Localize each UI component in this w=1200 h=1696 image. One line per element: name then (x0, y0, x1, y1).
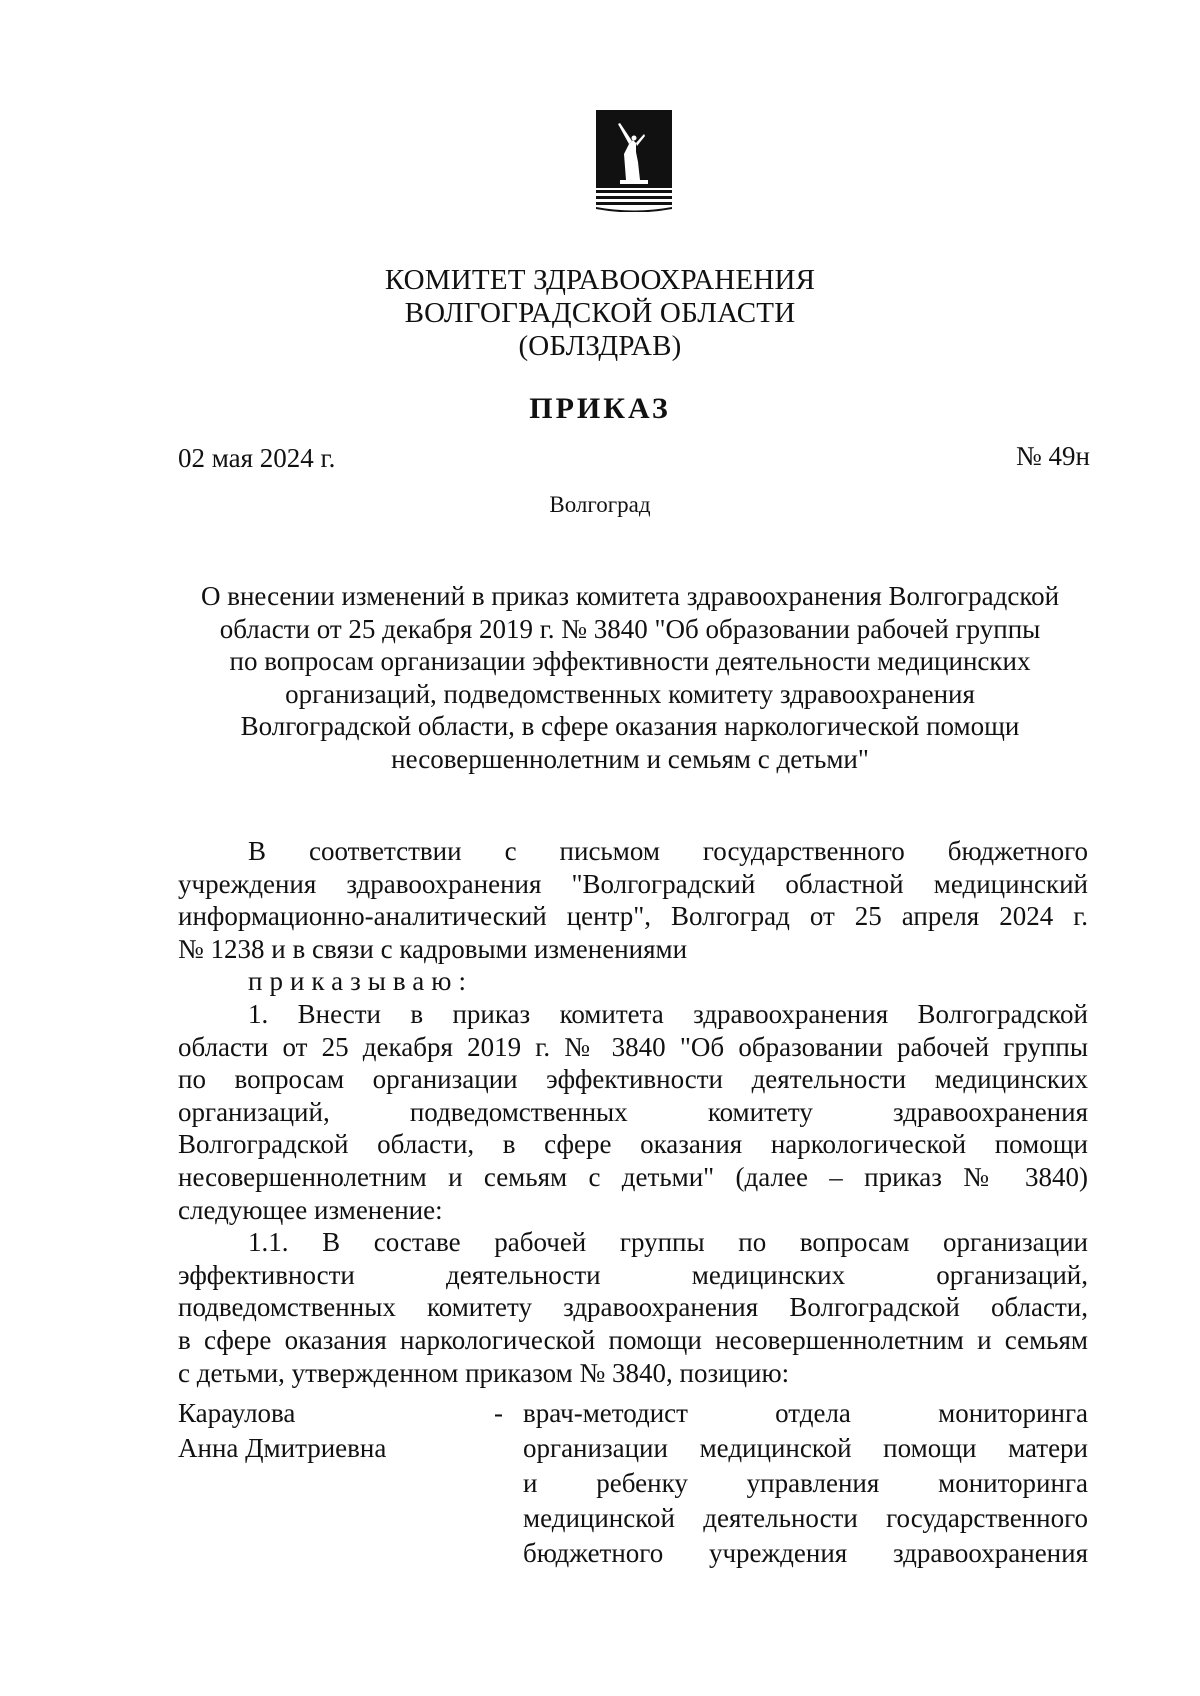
member-dash: - (494, 1398, 503, 1428)
body-line: несовершеннолетним и семьям с детьми" (далее – приказ № 3840) (178, 1161, 1088, 1192)
member-name (178, 1396, 386, 1466)
body-line: эффективности деятельности медицинских организаций, (178, 1259, 1088, 1290)
body-line: 1. Внести в приказ комитета здравоохранения Волгоградской (248, 998, 1088, 1029)
position-line: бюджетного учреждения здравоохранения (523, 1538, 1088, 1568)
member-position-description (523, 1396, 1088, 1571)
document-number: № 49н (1016, 441, 1090, 471)
body-line: В соответствии с письмом государственного бюджетного (248, 836, 1088, 866)
organization-name-line2: ВОЛГОГРАДСКОЙ ОБЛАСТИ (404, 297, 796, 329)
volgograd-coat-of-arms-icon (596, 110, 672, 212)
subject-line: по вопросам организации эффективности деятельности медицинских (229, 646, 1031, 676)
body-line: области от 25 декабря 2019 г. № 3840 "Об образовании рабочей группы (178, 1031, 1088, 1062)
body-line: № 1238 и в связи с кадровыми изменениями (178, 933, 688, 964)
body-line: по вопросам организации эффективности деятельности медицинских (178, 1064, 1088, 1095)
subject-line: несовершеннолетним и семьям с детьми" (391, 743, 869, 774)
body-line: с детьми, утвержденном приказом № 3840, позицию: (178, 1357, 790, 1388)
orders-word: приказываю: (248, 966, 473, 997)
body-line: информационно-аналитический центр", Волгоград от 25 апреля 2024 г. (178, 901, 1088, 932)
subject-line: организаций, подведомственных комитету здравоохранения (285, 678, 975, 709)
organization-abbreviation: (ОБЛЗДРАВ) (518, 330, 682, 362)
body-line: в сфере оказания наркологической помощи несовершеннолетним и семьям (178, 1324, 1088, 1355)
position-line: организации медицинской помощи матери (523, 1433, 1088, 1463)
document-subject (160, 580, 1100, 775)
document-type-title: ПРИКАЗ (529, 392, 671, 425)
subject-line: Волгоградской области, в сфере оказания наркологической помощи (240, 711, 1020, 741)
subject-line: области от 25 декабря 2019 г. № 3840 "Об образовании рабочей группы (219, 613, 1041, 644)
subject-line: О внесении изменений в приказ комитета здравоохранения Волгоградской (200, 581, 1060, 611)
member-given-name: Анна Дмитриевна (178, 1433, 387, 1463)
body-line: Волгоградской области, в сфере оказания наркологической помощи (178, 1129, 1088, 1160)
position-line: и ребенку управления мониторинга (523, 1468, 1088, 1498)
body-line: учреждения здравоохранения "Волгоградский областной медицинский (178, 868, 1088, 899)
member-surname: Караулова (178, 1398, 296, 1428)
position-line: медицинской деятельности государственного (523, 1503, 1088, 1533)
position-line: врач-методист отдела мониторинга (523, 1398, 1088, 1428)
body-line: подведомственных комитету здравоохранения Волгоградской области, (178, 1292, 1088, 1323)
body-line: 1.1. В составе рабочей группы по вопросам организации (248, 1227, 1088, 1258)
organization-name-line1: КОМИТЕТ ЗДРАВООХРАНЕНИЯ (384, 264, 816, 296)
document-body (178, 835, 1088, 1389)
body-line: организаций, подведомственных комитету здравоохранения (178, 1096, 1088, 1127)
body-line: следующее изменение: (178, 1194, 443, 1225)
document-date: 02 мая 2024 г. (178, 443, 336, 473)
document-city: Волгоград (549, 492, 651, 517)
